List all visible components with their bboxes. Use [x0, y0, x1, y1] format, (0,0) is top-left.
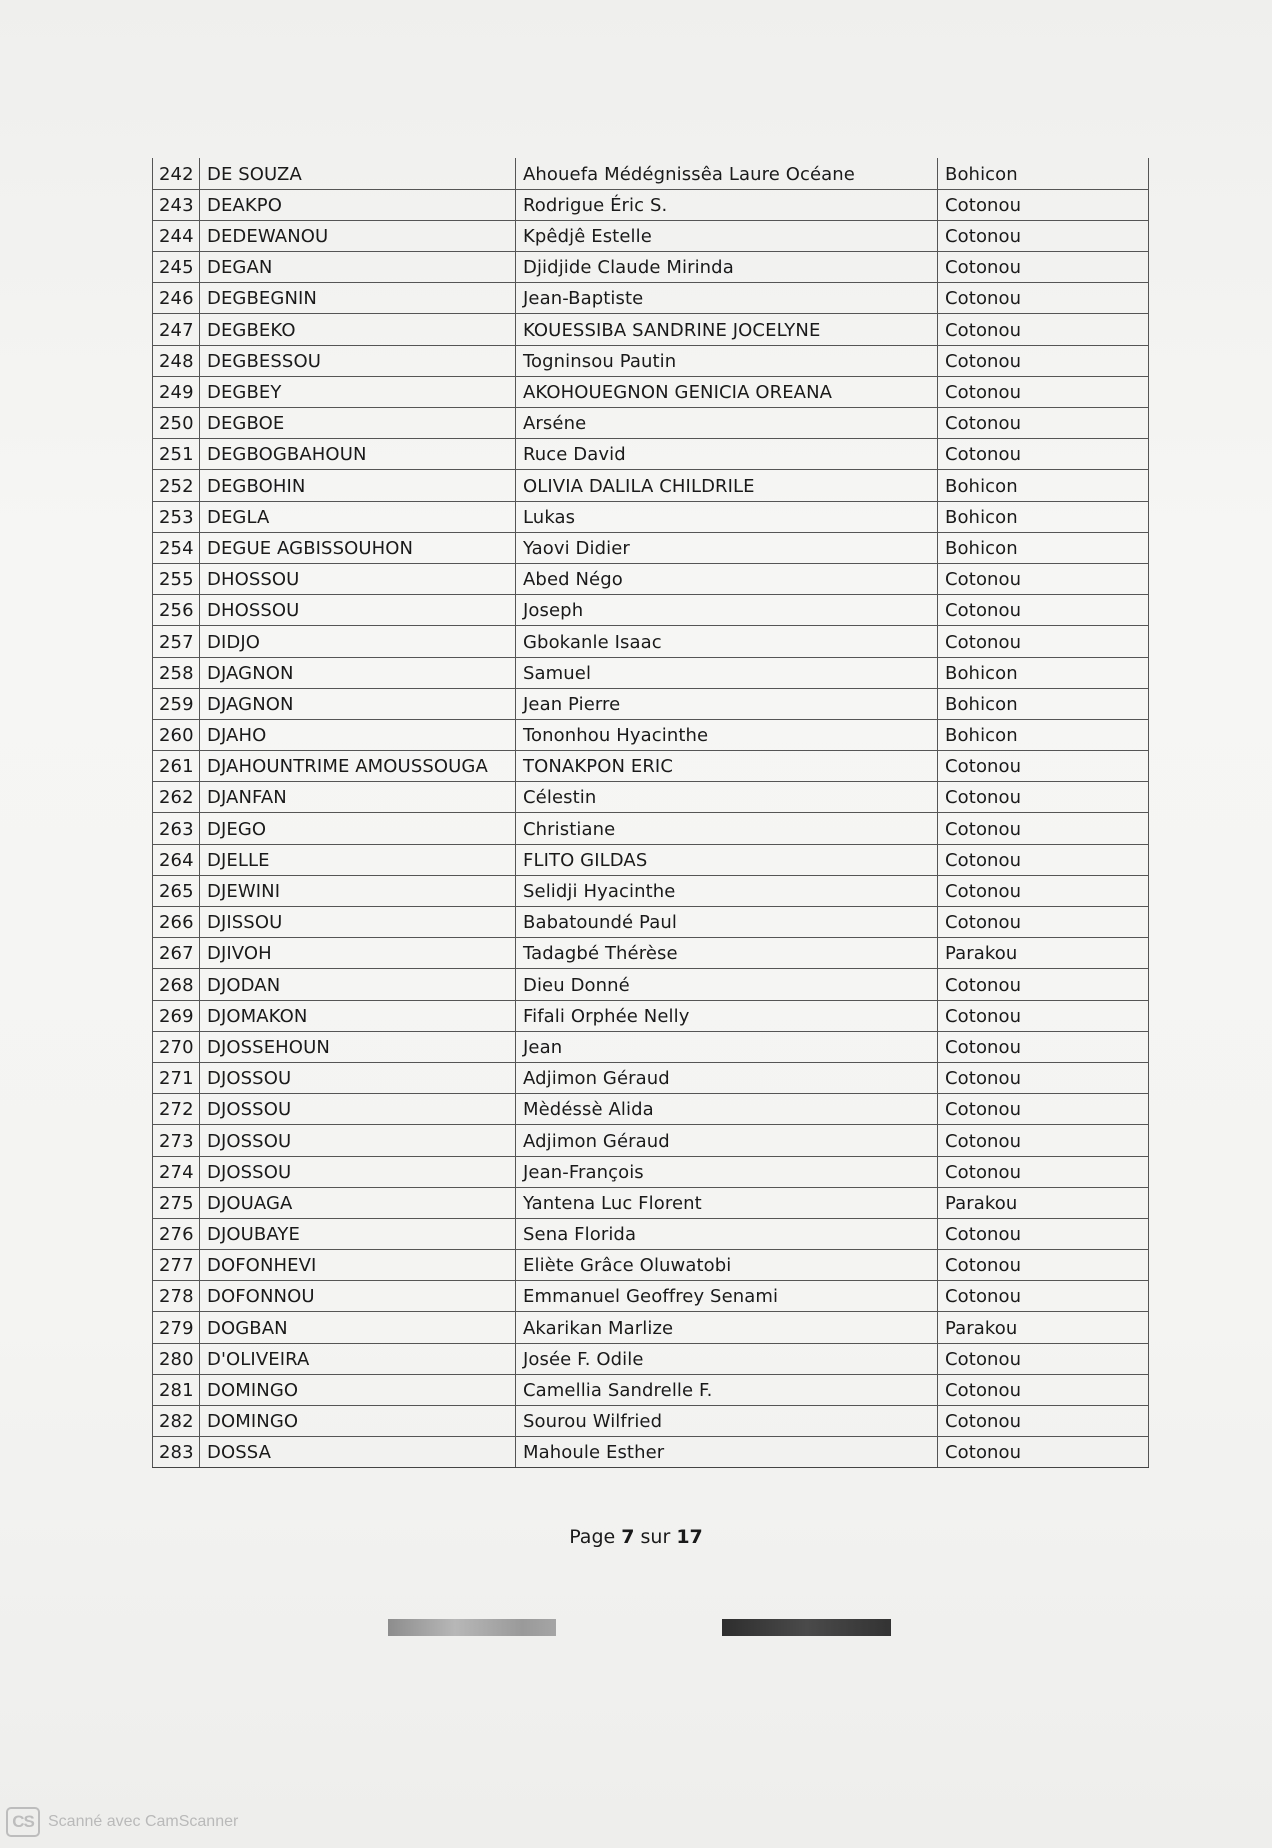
table-row [153, 158, 1149, 189]
table-row [153, 688, 1149, 719]
table-row [153, 1000, 1149, 1031]
first-name-cell: AKOHOUEGNON GENICIA OREANA [516, 376, 938, 407]
last-name-cell: DJIVOH [200, 938, 516, 969]
city-cell: Cotonou [938, 782, 1149, 813]
first-name-cell: Akarikan Marlize [516, 1312, 938, 1343]
first-name-cell: Togninsou Pautin [516, 345, 938, 376]
table-row [153, 1281, 1149, 1312]
city-cell: Cotonou [938, 439, 1149, 470]
table-row [153, 220, 1149, 251]
first-name-cell: Babatoundé Paul [516, 907, 938, 938]
city-cell: Cotonou [938, 1062, 1149, 1093]
first-name-cell: Arséne [516, 408, 938, 439]
table-row [153, 1312, 1149, 1343]
last-name-cell: DJOUBAYE [200, 1218, 516, 1249]
first-name-cell: Mèdéssè Alida [516, 1094, 938, 1125]
row-number-cell: 272 [153, 1094, 200, 1125]
last-name-cell: DJAGNON [200, 688, 516, 719]
row-number-cell: 275 [153, 1187, 200, 1218]
table-row [153, 1250, 1149, 1281]
row-number-cell: 252 [153, 470, 200, 501]
last-name-cell: DEGBOHIN [200, 470, 516, 501]
current-page-number: 7 [621, 1526, 635, 1548]
table-row [153, 408, 1149, 439]
last-name-cell: DEGUE AGBISSOUHON [200, 532, 516, 563]
camscanner-logo-icon: CS [6, 1807, 40, 1837]
last-name-cell: DJOSSOU [200, 1094, 516, 1125]
table-row [153, 532, 1149, 563]
first-name-cell: Jean-Baptiste [516, 283, 938, 314]
camscanner-watermark [6, 1807, 238, 1837]
city-cell: Cotonou [938, 408, 1149, 439]
city-cell: Bohicon [938, 532, 1149, 563]
city-cell: Cotonou [938, 1094, 1149, 1125]
table-row [153, 470, 1149, 501]
row-number-cell: 255 [153, 563, 200, 594]
last-name-cell: DOMINGO [200, 1406, 516, 1437]
city-cell: Cotonou [938, 595, 1149, 626]
first-name-cell: Mahoule Esther [516, 1437, 938, 1468]
table-row [153, 938, 1149, 969]
camscanner-text: Scanné avec CamScanner [48, 1813, 239, 1830]
row-number-cell: 282 [153, 1406, 200, 1437]
last-name-cell: DJOSSOU [200, 1062, 516, 1093]
table-row [153, 376, 1149, 407]
row-number-cell: 274 [153, 1156, 200, 1187]
last-name-cell: DHOSSOU [200, 595, 516, 626]
first-name-cell: TONAKPON ERIC [516, 751, 938, 782]
first-name-cell: Samuel [516, 657, 938, 688]
last-name-cell: DOMINGO [200, 1374, 516, 1405]
last-name-cell: DEDEWANOU [200, 220, 516, 251]
table-row [153, 1094, 1149, 1125]
city-cell: Cotonou [938, 1156, 1149, 1187]
last-name-cell: DJOMAKON [200, 1000, 516, 1031]
row-number-cell: 267 [153, 938, 200, 969]
row-number-cell: 265 [153, 875, 200, 906]
city-cell: Parakou [938, 938, 1149, 969]
table-row [153, 1125, 1149, 1156]
first-name-cell: Josée F. Odile [516, 1343, 938, 1374]
last-name-cell: DJOSSOU [200, 1125, 516, 1156]
last-name-cell: DEGBEKO [200, 314, 516, 345]
city-cell: Parakou [938, 1187, 1149, 1218]
last-name-cell: DEGBEY [200, 376, 516, 407]
row-number-cell: 251 [153, 439, 200, 470]
table-row [153, 907, 1149, 938]
first-name-cell: OLIVIA DALILA CHILDRILE [516, 470, 938, 501]
table-row [153, 813, 1149, 844]
city-cell: Bohicon [938, 158, 1149, 189]
first-name-cell: KOUESSIBA SANDRINE JOCELYNE [516, 314, 938, 345]
city-cell: Cotonou [938, 563, 1149, 594]
table-row [153, 969, 1149, 1000]
first-name-cell: Sourou Wilfried [516, 1406, 938, 1437]
row-number-cell: 258 [153, 657, 200, 688]
city-cell: Cotonou [938, 751, 1149, 782]
table-row [153, 1031, 1149, 1062]
row-number-cell: 276 [153, 1218, 200, 1249]
first-name-cell: FLITO GILDAS [516, 844, 938, 875]
city-cell: Cotonou [938, 1250, 1149, 1281]
table-row [153, 751, 1149, 782]
last-name-cell: DJELLE [200, 844, 516, 875]
table-row [153, 782, 1149, 813]
first-name-cell: Ruce David [516, 439, 938, 470]
roster-table [152, 158, 1149, 1468]
city-cell: Cotonou [938, 314, 1149, 345]
row-number-cell: 256 [153, 595, 200, 626]
city-cell: Cotonou [938, 626, 1149, 657]
table-row [153, 189, 1149, 220]
first-name-cell: Sena Florida [516, 1218, 938, 1249]
city-cell: Cotonou [938, 1406, 1149, 1437]
row-number-cell: 244 [153, 220, 200, 251]
last-name-cell: DEGBEGNIN [200, 283, 516, 314]
row-number-cell: 280 [153, 1343, 200, 1374]
first-name-cell: Tononhou Hyacinthe [516, 719, 938, 750]
row-number-cell: 261 [153, 751, 200, 782]
last-name-cell: DJOSSEHOUN [200, 1031, 516, 1062]
city-cell: Cotonou [938, 1218, 1149, 1249]
first-name-cell: Selidji Hyacinthe [516, 875, 938, 906]
first-name-cell: Fifali Orphée Nelly [516, 1000, 938, 1031]
first-name-cell: Jean Pierre [516, 688, 938, 719]
roster-body [153, 158, 1149, 1468]
table-row [153, 1187, 1149, 1218]
table-row [153, 252, 1149, 283]
row-number-cell: 268 [153, 969, 200, 1000]
city-cell: Parakou [938, 1312, 1149, 1343]
last-name-cell: DOFONHEVI [200, 1250, 516, 1281]
row-number-cell: 263 [153, 813, 200, 844]
last-name-cell: DJAHOUNTRIME AMOUSSOUGA [200, 751, 516, 782]
table-row [153, 501, 1149, 532]
last-name-cell: DJEGO [200, 813, 516, 844]
city-cell: Cotonou [938, 376, 1149, 407]
row-number-cell: 257 [153, 626, 200, 657]
first-name-cell: Adjimon Géraud [516, 1125, 938, 1156]
table-row [153, 657, 1149, 688]
row-number-cell: 273 [153, 1125, 200, 1156]
last-name-cell: DOSSA [200, 1437, 516, 1468]
last-name-cell: DJOUAGA [200, 1187, 516, 1218]
table-row [153, 283, 1149, 314]
last-name-cell: DJISSOU [200, 907, 516, 938]
redaction-bar-left [388, 1619, 556, 1636]
row-number-cell: 266 [153, 907, 200, 938]
last-name-cell: DOGBAN [200, 1312, 516, 1343]
city-cell: Cotonou [938, 252, 1149, 283]
redaction-bar-right [722, 1619, 891, 1636]
city-cell: Cotonou [938, 1437, 1149, 1468]
city-cell: Bohicon [938, 688, 1149, 719]
footer-prefix: Page [569, 1526, 622, 1548]
city-cell: Cotonou [938, 189, 1149, 220]
last-name-cell: DEGAN [200, 252, 516, 283]
last-name-cell: DJANFAN [200, 782, 516, 813]
page-footer [0, 1526, 1272, 1548]
first-name-cell: Adjimon Géraud [516, 1062, 938, 1093]
row-number-cell: 283 [153, 1437, 200, 1468]
city-cell: Cotonou [938, 844, 1149, 875]
city-cell: Cotonou [938, 1125, 1149, 1156]
table-row [153, 1062, 1149, 1093]
first-name-cell: Eliète Grâce Oluwatobi [516, 1250, 938, 1281]
table-row [153, 1343, 1149, 1374]
first-name-cell: Yaovi Didier [516, 532, 938, 563]
city-cell: Cotonou [938, 907, 1149, 938]
first-name-cell: Camellia Sandrelle F. [516, 1374, 938, 1405]
table-row [153, 626, 1149, 657]
row-number-cell: 259 [153, 688, 200, 719]
city-cell: Cotonou [938, 1281, 1149, 1312]
row-number-cell: 279 [153, 1312, 200, 1343]
last-name-cell: DJAHO [200, 719, 516, 750]
table-row [153, 1437, 1149, 1468]
first-name-cell: Kpêdjê Estelle [516, 220, 938, 251]
city-cell: Cotonou [938, 813, 1149, 844]
table-row [153, 314, 1149, 345]
table-row [153, 1156, 1149, 1187]
city-cell: Cotonou [938, 875, 1149, 906]
row-number-cell: 277 [153, 1250, 200, 1281]
last-name-cell: DEGLA [200, 501, 516, 532]
table-row [153, 1218, 1149, 1249]
row-number-cell: 243 [153, 189, 200, 220]
last-name-cell: DJAGNON [200, 657, 516, 688]
first-name-cell: Dieu Donné [516, 969, 938, 1000]
row-number-cell: 247 [153, 314, 200, 345]
last-name-cell: DE SOUZA [200, 158, 516, 189]
last-name-cell: DJEWINI [200, 875, 516, 906]
row-number-cell: 270 [153, 1031, 200, 1062]
city-cell: Cotonou [938, 1343, 1149, 1374]
first-name-cell: Gbokanle Isaac [516, 626, 938, 657]
table-row [153, 563, 1149, 594]
first-name-cell: Djidjide Claude Mirinda [516, 252, 938, 283]
row-number-cell: 271 [153, 1062, 200, 1093]
last-name-cell: DEGBOE [200, 408, 516, 439]
last-name-cell: D'OLIVEIRA [200, 1343, 516, 1374]
last-name-cell: DHOSSOU [200, 563, 516, 594]
row-number-cell: 260 [153, 719, 200, 750]
first-name-cell: Christiane [516, 813, 938, 844]
first-name-cell: Abed Négo [516, 563, 938, 594]
city-cell: Cotonou [938, 1000, 1149, 1031]
row-number-cell: 254 [153, 532, 200, 563]
city-cell: Cotonou [938, 283, 1149, 314]
last-name-cell: DJOSSOU [200, 1156, 516, 1187]
last-name-cell: DEAKPO [200, 189, 516, 220]
last-name-cell: DEGBESSOU [200, 345, 516, 376]
last-name-cell: DEGBOGBAHOUN [200, 439, 516, 470]
row-number-cell: 262 [153, 782, 200, 813]
first-name-cell: Yantena Luc Florent [516, 1187, 938, 1218]
total-page-number: 17 [676, 1526, 703, 1548]
first-name-cell: Jean-François [516, 1156, 938, 1187]
table-row [153, 439, 1149, 470]
row-number-cell: 250 [153, 408, 200, 439]
city-cell: Cotonou [938, 1374, 1149, 1405]
first-name-cell: Célestin [516, 782, 938, 813]
city-cell: Cotonou [938, 345, 1149, 376]
table-row [153, 844, 1149, 875]
first-name-cell: Jean [516, 1031, 938, 1062]
row-number-cell: 269 [153, 1000, 200, 1031]
first-name-cell: Rodrigue Éric S. [516, 189, 938, 220]
row-number-cell: 248 [153, 345, 200, 376]
first-name-cell: Joseph [516, 595, 938, 626]
city-cell: Bohicon [938, 470, 1149, 501]
row-number-cell: 281 [153, 1374, 200, 1405]
table-row [153, 719, 1149, 750]
last-name-cell: DJODAN [200, 969, 516, 1000]
city-cell: Cotonou [938, 1031, 1149, 1062]
table-row [153, 595, 1149, 626]
city-cell: Cotonou [938, 220, 1149, 251]
row-number-cell: 264 [153, 844, 200, 875]
row-number-cell: 253 [153, 501, 200, 532]
table-row [153, 345, 1149, 376]
row-number-cell: 249 [153, 376, 200, 407]
row-number-cell: 278 [153, 1281, 200, 1312]
first-name-cell: Lukas [516, 501, 938, 532]
footer-middle: sur [634, 1526, 677, 1548]
last-name-cell: DOFONNOU [200, 1281, 516, 1312]
city-cell: Bohicon [938, 501, 1149, 532]
row-number-cell: 242 [153, 158, 200, 189]
city-cell: Bohicon [938, 657, 1149, 688]
table-row [153, 875, 1149, 906]
row-number-cell: 245 [153, 252, 200, 283]
first-name-cell: Tadagbé Thérèse [516, 938, 938, 969]
city-cell: Bohicon [938, 719, 1149, 750]
first-name-cell: Ahouefa Médégnissêa Laure Océane [516, 158, 938, 189]
table-row [153, 1406, 1149, 1437]
first-name-cell: Emmanuel Geoffrey Senami [516, 1281, 938, 1312]
row-number-cell: 246 [153, 283, 200, 314]
last-name-cell: DIDJO [200, 626, 516, 657]
table-row [153, 1374, 1149, 1405]
city-cell: Cotonou [938, 969, 1149, 1000]
